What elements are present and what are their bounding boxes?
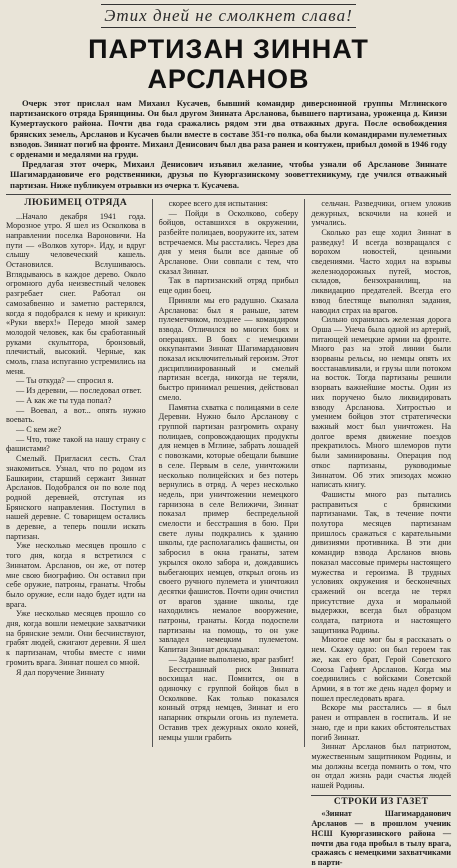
article-intro	[10, 98, 447, 190]
paragraph: Я дал поручение Зиннату	[16, 667, 105, 677]
article-columns	[6, 197, 452, 867]
column-divider	[152, 199, 153, 747]
sidebar-box-title: СТРОКИ ИЗ ГАЗЕТ	[311, 795, 451, 808]
paragraph: — Задание выполнено, враг разбит!	[168, 654, 295, 664]
paragraph: ...Начало декабря 1941 года. Морозное утро. Я шел из Осколкова в направлении поселка Вароновичи. На пути — «Волков хутор». Иду, и вдруг слышу человеческий кашель. Остановился. Вслушиваюсь. Вглядываюсь в каждое дерево. Около огромного дуба неизвестный человек разгребает снег. Работал он самозабвенно и заметно растерялся, когда я подобрался к нему и крикнул: «Руки вверх!» Передо мной замер молодой человек, как бы сработанный руками скульптора, бронзовый, плечистый, высокий. Черные, как смоль, глаза испуганно устремились на меня.	[6, 211, 146, 376]
paragraph: Уже несколько месяцев прошло со дня, когда вошли немецкие захватчики на брянские земли. Они бесчинствуют, грабят людей, сжигают деревни. Я шел к партизанам, чтобы вместе с ними громить врага. Зиннат пошел со мной.	[6, 609, 146, 667]
paragraph: Бесстрашный риск Зинната восхищал нас. Помнится, он в одиночку с группой бойцов был в Осколкове. Как только показался конный отряд немцев, Зиннат и его напарник открыли огонь из пулемета. Оставив трех дежурных около коней, немцы ушли грабить	[158, 664, 299, 742]
paragraph: скорее всего для испытания:	[168, 198, 268, 208]
paragraph: — Что, тоже такой на нашу страну с фашистами?	[6, 434, 146, 454]
section-subtitle: ЛЮБИМЕЦ ОТРЯДА	[24, 197, 128, 208]
paragraph: Сильно охранялась железная дорога Орша — Унеча была одной из артерий, питающей немецкие армии на фронте. Много раз на этой линии были взорваны рельсы, но немцы опять их восстанавливали, и грузы шли потоком на восток. Тогда партизаны решили взорвать важнейшие мосты. Один из них порученo было ликвидировать взводу Арсланова. Хитростью и умением бойцов этот стратегически важный мост был уничтожен. На долгое время движение поездов прекратилось. Много шлеморов пути были заминированы. Операция под откос партизаны, руководимые Зиннатом. Об этих эпизодах можно написать книгу.	[311, 315, 452, 490]
paragraph: Многое еще мог бы я рассказать о нем. Скажу одно: он был героем так же, как его брат, Герой Советского Союза Гафият Арсланов. Когда мы соединились с войсками Советской Армии, я в тот же день надел форму и пошел преследовать врага.	[311, 635, 452, 703]
article-headline: ПАРТИЗАН ЗИННАТ АРСЛАНОВ	[88, 34, 369, 94]
intro-paragraph: Предлагая этот очерк, Михаил Денисович изъявил желание, чтобы узнали об Арсланове Зиннате Шагимардановиче его родственники, друзья по Куюргазинскому зооветтехникуму, где учился отважный партизан. Ниже публикуем отрывки из очерка т. Кусачева.	[10, 159, 447, 190]
paragraph: Сколько раз еще ходил Зиннат в разведку! И всегда возвращался с ворохом новостей, ценными сведениями. Часто ходил на взрывы железнодорожных путей, мостов, складов, бензохранилищ, на ликвидацию предателей. Всегда его взвод блестяще выполнял задания, наводил страх на врагов.	[311, 227, 452, 315]
paragraph: Вскоре мы расстались — я был ранен и отправлен в госпиталь. И не знаю, где и при каких обстоятельствах погиб Зиннат.	[311, 703, 452, 742]
paragraph: — Воевал, а вот... опять нужно воевать.	[6, 405, 146, 425]
slogan-banner	[101, 4, 356, 28]
divider	[6, 194, 451, 195]
paragraph: Памятна схватка с полицаями в селе Деревни. Нужно было Арсланову с группой партизан разгромить охрану полицаев, сопровождающих продукты для немцев в Мглине, забрать лошадей с повозками, которые обещали бывшие в селе. Первым в селе, уничтожили несколько полицейских и без потерь вернулись в отряд. А через несколько недель, при уничтожении немецкого гарнизона в селе Велижичи, Зиннат показал пример беспредельной смелости и бесстрашия в бою. При свете луны подкрались к зданию школы, где располагались фашисты, он забросил в окна гранаты, затем укрылся около забора и, дождавшись выбегающих немцев, открыл огонь из своего ручного пулемета и уничтожил десятки фашистов. Почти один очистил от врагов здание школы, где находились немалое вооружение, патроны, гранаты. Когда подоспели партизаны на помощь, то он уже завладел немецким пулеметом. Капитан Зиннат докладывал:	[158, 402, 299, 655]
intro-paragraph: Очерк этот прислал нам Михаил Кусачев, бывший командир диверсионной группы Мглинского партизанского отряда Брянщины. Он был другом Зинната Арсланова, бывшего партизана, уроженца д. Кинзи Кумертауского района. Почти два года сражались рядом эти два отважных друга. После освобождения брянских земель, Арсланов и Кусачев были вместе в составе 351-го полка, оба были командирами пулеметных взводов. Зиннат погиб на фронте. Михаил Денисович был два раза ранен и контужен, прибыл домой в 1946 году с орденами и медалями на груди.	[10, 98, 447, 160]
paragraph: Зиннат Арсланов был патриотом, мужественным защитником Родины, и мы должны всегда помнить о том, что он отдал жизнь ради счастья людей нашей Родины.	[311, 742, 452, 791]
column-1	[6, 199, 146, 747]
paragraph: — Пойди в Осколково, соберу бойцов, оставшихся в окружении, разбейте полицаев, вооружите их, затем встречаемся. Мы расстались. Через два дня у меня были все данные об Арсланове. Они совпали с тем, что сказал Зиннат.	[158, 208, 299, 276]
paragraph: — Из деревни, — последовал ответ.	[16, 386, 142, 396]
paragraph: Уже несколько месяцев прошло с того дня, когда я встретился с Зиннатом. Арсланов, он же, от потер мне свою биографию. Он оставил при себе оружие, патроны, гранаты. Чтобы было оружие, если надо будет идти на врага.	[6, 541, 146, 609]
paragraph: Фашисты много раз пытались расправиться с брянскими партизанами. Так, в течение почти полутора месяцев партизанам пришлось сражаться с карательными дивизиями противника. В эти дни командир взвода Арсланов вновь показал массовые примеры настоящего мужества и героизма. В трудных условиях окружения и бесконечных сражений он всегда не терял присутствие духа и моральной выдержки, всегда был образцом солдата, патриота и настоящего защитника Родины.	[311, 489, 452, 635]
paragraph: — Ты откуда? — спросил я.	[16, 376, 114, 386]
paragraph: Приняли мы его радушно. Сказала Арсланова: был я раньше, затем пулеметчиком, позднее — командиром взвода. Отличился во многих боях и операциях. В боях с немецкими оккупантами Зиннат Шагимарданович показал исключительный героизм. Этот дисциплинированный и смелый партизан всегда, никогда не теряли, быстро принимал решения, действовал смело.	[158, 295, 299, 402]
slogan: Этих дней не смолкнет слава!	[104, 6, 353, 25]
paragraph: Так в партизанский отряд прибыл еще один боец.	[158, 276, 299, 296]
column-2	[159, 199, 299, 747]
paragraph: Смелый. Пригласил сесть. Стал знакомиться. Узнал, что по родом из Башкирии, старший сержант Зиннат Арсланов. Подобрался он по воле под родной деревней, отступая из Брянского направления. Поступил в нашей деревне. С товарищем остались в деревне, а теперь пошли искать партизан.	[6, 454, 146, 541]
paragraph: — С кем же?	[16, 425, 62, 434]
column-3	[311, 198, 452, 867]
paragraph: — А как же ты туда попал?	[16, 395, 112, 405]
column-divider	[304, 199, 305, 747]
newspaper-quote: «Зиннат Шагимарданович Арсланов — в прошлом ученик НСШ Куюргазинского района — почти два года пробыл в тылу врага, сражаясь с немецкими захватчиками в парти-	[311, 809, 452, 867]
paragraph: сельчан. Разведчики, огнем уложив дежурных, вскочили на коней и умчались.	[311, 198, 452, 228]
